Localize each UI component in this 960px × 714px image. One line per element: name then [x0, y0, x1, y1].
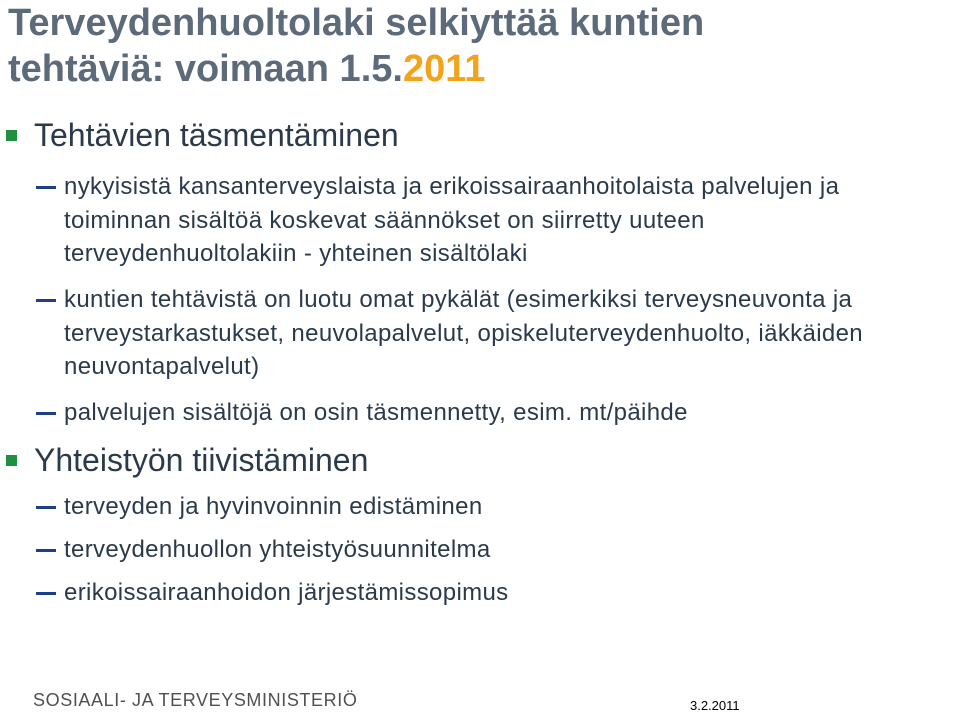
- ministry-logo: SOSIAALI- JA TERVEYSMINISTERIÖ: [33, 690, 358, 710]
- list-item-text: nykyisistä kansanterveyslaista ja erikoissairaanhoitolaista palvelujen ja toiminnan sisältöä koskevat säännökset on siirretty uuteen terveydenhuoltolakiin - yhteinen sisältölaki: [64, 173, 840, 267]
- section-heading-1-text: Tehtävien täsmentäminen: [34, 117, 399, 153]
- list-item-text: erikoissairaanhoidon järjestämissopimus: [64, 579, 509, 606]
- dash-bullet-icon: [36, 549, 56, 552]
- square-bullet-icon: [6, 455, 17, 466]
- dash-bullet-icon: [36, 186, 56, 189]
- slide-title-line-1: Terveydenhuoltolaki selkiyttää kuntien: [8, 2, 705, 44]
- section-heading-2-text: Yhteistyön tiivistäminen: [34, 442, 369, 478]
- slide-title-line-2-text: tehtäviä: voimaan 1.5.: [8, 48, 403, 90]
- dash-bullet-icon: [36, 299, 56, 302]
- slide-title-year: 2011: [402, 48, 486, 90]
- slide-title: [8, 0, 948, 92]
- list-item-text: palvelujen sisältöjä on osin täsmennetty, esim. mt/päihde: [64, 399, 688, 426]
- dash-bullet-icon: [36, 506, 56, 509]
- dash-bullet-icon: [36, 412, 56, 415]
- slide-date: 3.2.2011: [690, 698, 740, 713]
- list-item-text: kuntien tehtävistä on luotu omat pykälät (esimerkiksi terveysneuvonta ja terveystarkastukset, neuvolapalvelut, opiskeluterveydenhuolto, iäkkäiden neuvontapalvelut): [64, 286, 863, 380]
- list-item-text: terveydenhuollon yhteistyösuunnitelma: [64, 536, 491, 563]
- slide-title-line-2: [8, 46, 948, 92]
- list-item-text: terveyden ja hyvinvoinnin edistäminen: [64, 493, 483, 520]
- dash-bullet-icon: [36, 592, 56, 595]
- square-bullet-icon: [6, 130, 17, 141]
